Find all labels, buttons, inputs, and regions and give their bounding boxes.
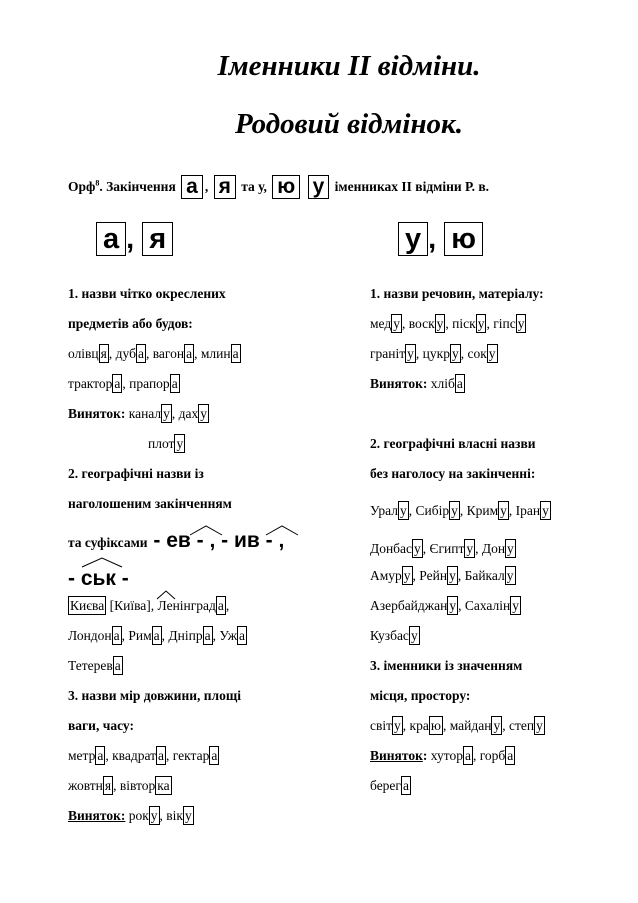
word-stem: мед [370,316,392,331]
word-ending: а [464,748,471,763]
word-stem: сок [467,346,487,361]
rule-sup: 8 [95,178,100,188]
word-stem: хутор [430,748,463,763]
word-ending: у [163,406,170,421]
big-a-ya [96,222,173,256]
word-stem: цукр [422,346,450,361]
word-ending: у [466,541,474,556]
right-column [370,284,620,806]
word-stem: жовтн [68,778,103,793]
suffix-ev-iv: - ев - , - ив - , [147,529,285,552]
word-stem: плот [148,436,175,451]
left-h1b: предметів або будов: [68,316,193,331]
word-ending: я [100,346,107,361]
word-ending: у [184,808,192,823]
word-ending: а [114,658,121,673]
word-stem: воск [408,316,435,331]
word-ending: а [186,346,193,361]
word-stem: Дон [481,541,506,556]
left-h3a: 3. назви мір довжини, площі [68,688,241,703]
rule-text2: іменниках ІІ відміни Р. в. [331,179,489,194]
right-g2: Донбас у , Єгипт у , Дон у [370,541,514,556]
word-stem: Дніпр [168,628,203,643]
big-u-box: у [398,222,428,256]
right-r2: граніт у , цукр у , сок у [370,346,496,361]
left-h1a: 1. назви чітко окреслених [68,286,226,301]
big-ya-box: я [142,222,173,256]
rule-comma: , [204,179,209,194]
word-ending: у [500,503,507,518]
word-stem: Сибір [415,503,450,518]
suffix-sk: - ськ - [68,567,129,590]
word-ending: у [407,346,414,361]
word-ending: а [204,628,211,643]
right-exc1 [431,376,465,391]
right-exc-label: Виняток: [370,376,428,391]
word-ending: а [217,598,224,613]
word-ending: у [399,503,407,518]
word-ending: у [449,598,457,613]
stress-arc-sk [80,556,124,568]
word-ending: у [542,503,549,518]
left-h2b: наголошеним закінченням [68,496,232,511]
right-g5 [370,626,620,656]
word-ending: а [211,748,218,763]
word-ending: у [536,718,543,733]
letter-u-box: у [308,175,330,199]
word-ending: а [171,376,178,391]
word-ending: а [456,376,463,391]
big-u-yu [398,222,483,256]
word-stem: Ленінград [157,598,216,613]
left-l1: олівц я , дуб а , вагон а , млин а [68,346,239,361]
right-p1: світ у , кра ю , майдан у , степ у [370,718,543,733]
word-stem: степ [508,718,535,733]
big-yu-box: ю [444,222,483,256]
word-ending: у [150,808,158,823]
word-stem: Рейн [419,568,448,583]
word-stem: Єгипт [429,541,465,556]
title-line-1: Іменники ІІ відміни. [217,50,481,82]
left-l2: трактор а , прапор а [68,376,178,391]
word-stem: Сахалін [464,598,511,613]
left-exc3-label: Виняток: [68,808,126,823]
word-ending: у [512,598,519,613]
word-ending: у [506,568,514,583]
word-ending: а [137,346,144,361]
right-g4: Азербайджан у , Сахалін у [370,598,519,613]
right-h1: 1. назви речовин, матеріалу: [370,286,544,301]
right-exc2-colon: : [422,748,428,763]
word-ending: а [158,748,165,763]
left-h2c: та суфіксами [68,535,148,550]
word-stem: Донбас [370,541,413,556]
right-exc2-label: Виняток [370,748,423,763]
word-ending: у [477,316,485,331]
geo2: Лондон а , Рим а , Дніпр а , Уж а [68,628,246,643]
left-h2a: 2. географічні назви із [68,466,204,481]
word-stem: Рим [128,628,152,643]
geo3 [68,656,348,686]
word-ending: а [232,346,239,361]
word-ending: у [449,568,456,583]
left-column: 1. назви чітко окреслених предметів або будов: олівц я , дуб а , вагон а , млин а трактор а , прапор а Виняток: канал у , дах у плот у 2. географічні назви із наголошеним закінченням та суфіксами - ев - , - ив - , - ськ - Києва [Київа], Ленінград а , Лондон а , Рим а , Дніпр а , Уж а Тетерев а 3. назви мір довжини, площі ваги, часу: метр а , квадрат а , гектар а жовтн я , вівтор ка Виняток: рок у , вік у [68,284,348,836]
word-ending: а [153,628,160,643]
word-ending: у [414,541,421,556]
word-stem: гіпс [493,316,516,331]
word-stem: рок [128,808,149,823]
right-h2a: 2. географічні власні назви [370,436,536,451]
word-stem: Уж [219,628,238,643]
right-r1: мед у , воск у , піск у , гіпс у [370,316,525,331]
word-stem: горб [479,748,506,763]
word-stem: олівц [68,346,99,361]
word-stem: гектар [172,748,210,763]
word-stem: Азербайджан [370,598,448,613]
word-ending: а [97,748,104,763]
right-h3b: місця, простору: [370,688,471,703]
rule-ta: та у, [237,179,267,194]
word-ending: а [114,376,121,391]
stress-arc-kyiv [156,590,176,600]
word-ending: у [436,316,444,331]
right-p2: хутор а , горб а [430,748,514,763]
word-stem: канал [128,406,162,421]
word-stem: трактор [68,376,113,391]
word-stem: Тетерев [68,658,113,673]
kyiv-word: Києва [70,598,105,613]
word-ending: у [394,718,401,733]
right-blank [370,404,620,434]
word-stem: млин [200,346,231,361]
word-ending: у [393,316,400,331]
word-ending: у [403,568,411,583]
right-g3: Амур у , Рейн у , Байкал у [370,568,514,583]
word-ending: у [517,316,525,331]
word-stem: піск [452,316,476,331]
word-ending: а [402,778,409,793]
rule-prefix: Орф [68,179,96,194]
word-ending: ка [157,778,170,793]
left-exc1: канал у , дах у [128,406,208,421]
word-ending: у [200,406,208,421]
word-ending: у [451,346,459,361]
big-a-box: а [96,222,126,256]
word-ending: я [104,778,112,793]
word-ending: у [176,436,184,451]
right-h3a: 3. іменники із значенням [370,658,523,673]
word-ending: ю [430,718,441,733]
word-stem: дах [178,406,199,421]
right-h2b: без наголосу на закінченні: [370,466,536,481]
word-ending: у [410,628,418,643]
word-ending: у [507,541,514,556]
word-stem: вік [166,808,183,823]
kyiv-alt: [Київа] [109,598,151,613]
word-stem: Амур [370,568,402,583]
word-ending: а [507,748,514,763]
word-stem: вівтор [119,778,156,793]
stress-arc-iv [264,524,300,536]
title-line-2: Родовий відмінок. [234,108,463,140]
right-p3 [370,776,620,806]
letter-a-box: а [181,175,203,199]
word-stem: світ [370,718,393,733]
big-comma1: , [126,223,135,255]
word-stem: Лондон [68,628,112,643]
letter-yu-box: ю [272,175,300,199]
left-exc-label: Виняток: [68,406,126,421]
right-g1: Урал у , Сибір у , Крим у , Іран у [370,503,549,518]
letter-ya-box: я [214,175,236,199]
geo1 [158,598,226,613]
word-stem: берег [370,778,401,793]
big-comma2: , [428,223,437,255]
word-ending: у [493,718,501,733]
word-stem: Кузбас [370,628,409,643]
word-ending: а [113,628,120,643]
word-stem: майдан [449,718,492,733]
rule-line [68,175,489,199]
word-stem: Крим [466,503,499,518]
left-exc3: рок у , вік у [128,808,192,823]
left-h3b: ваги, часу: [68,718,134,733]
word-stem: дуб [115,346,136,361]
left-m1: метр а , квадрат а , гектар а [68,748,218,763]
word-stem: квадрат [112,748,157,763]
word-stem: граніт [370,346,406,361]
word-stem: кра [409,718,429,733]
word-stem: Урал [370,503,398,518]
word-stem: хліб [430,376,455,391]
word-ending: у [451,503,458,518]
word-stem: вагон [152,346,185,361]
word-ending: у [488,346,496,361]
rule-text1: . Закінчення [99,179,180,194]
word-ending: а [239,628,246,643]
word-stem: метр [68,748,96,763]
stress-arc-ev [188,524,224,536]
word-stem: прапор [129,376,170,391]
left-m2: жовтн я , вівтор ка [68,778,170,793]
word-stem: Іран [515,503,541,518]
word-stem: Байкал [464,568,505,583]
left-exc2 [68,434,348,464]
